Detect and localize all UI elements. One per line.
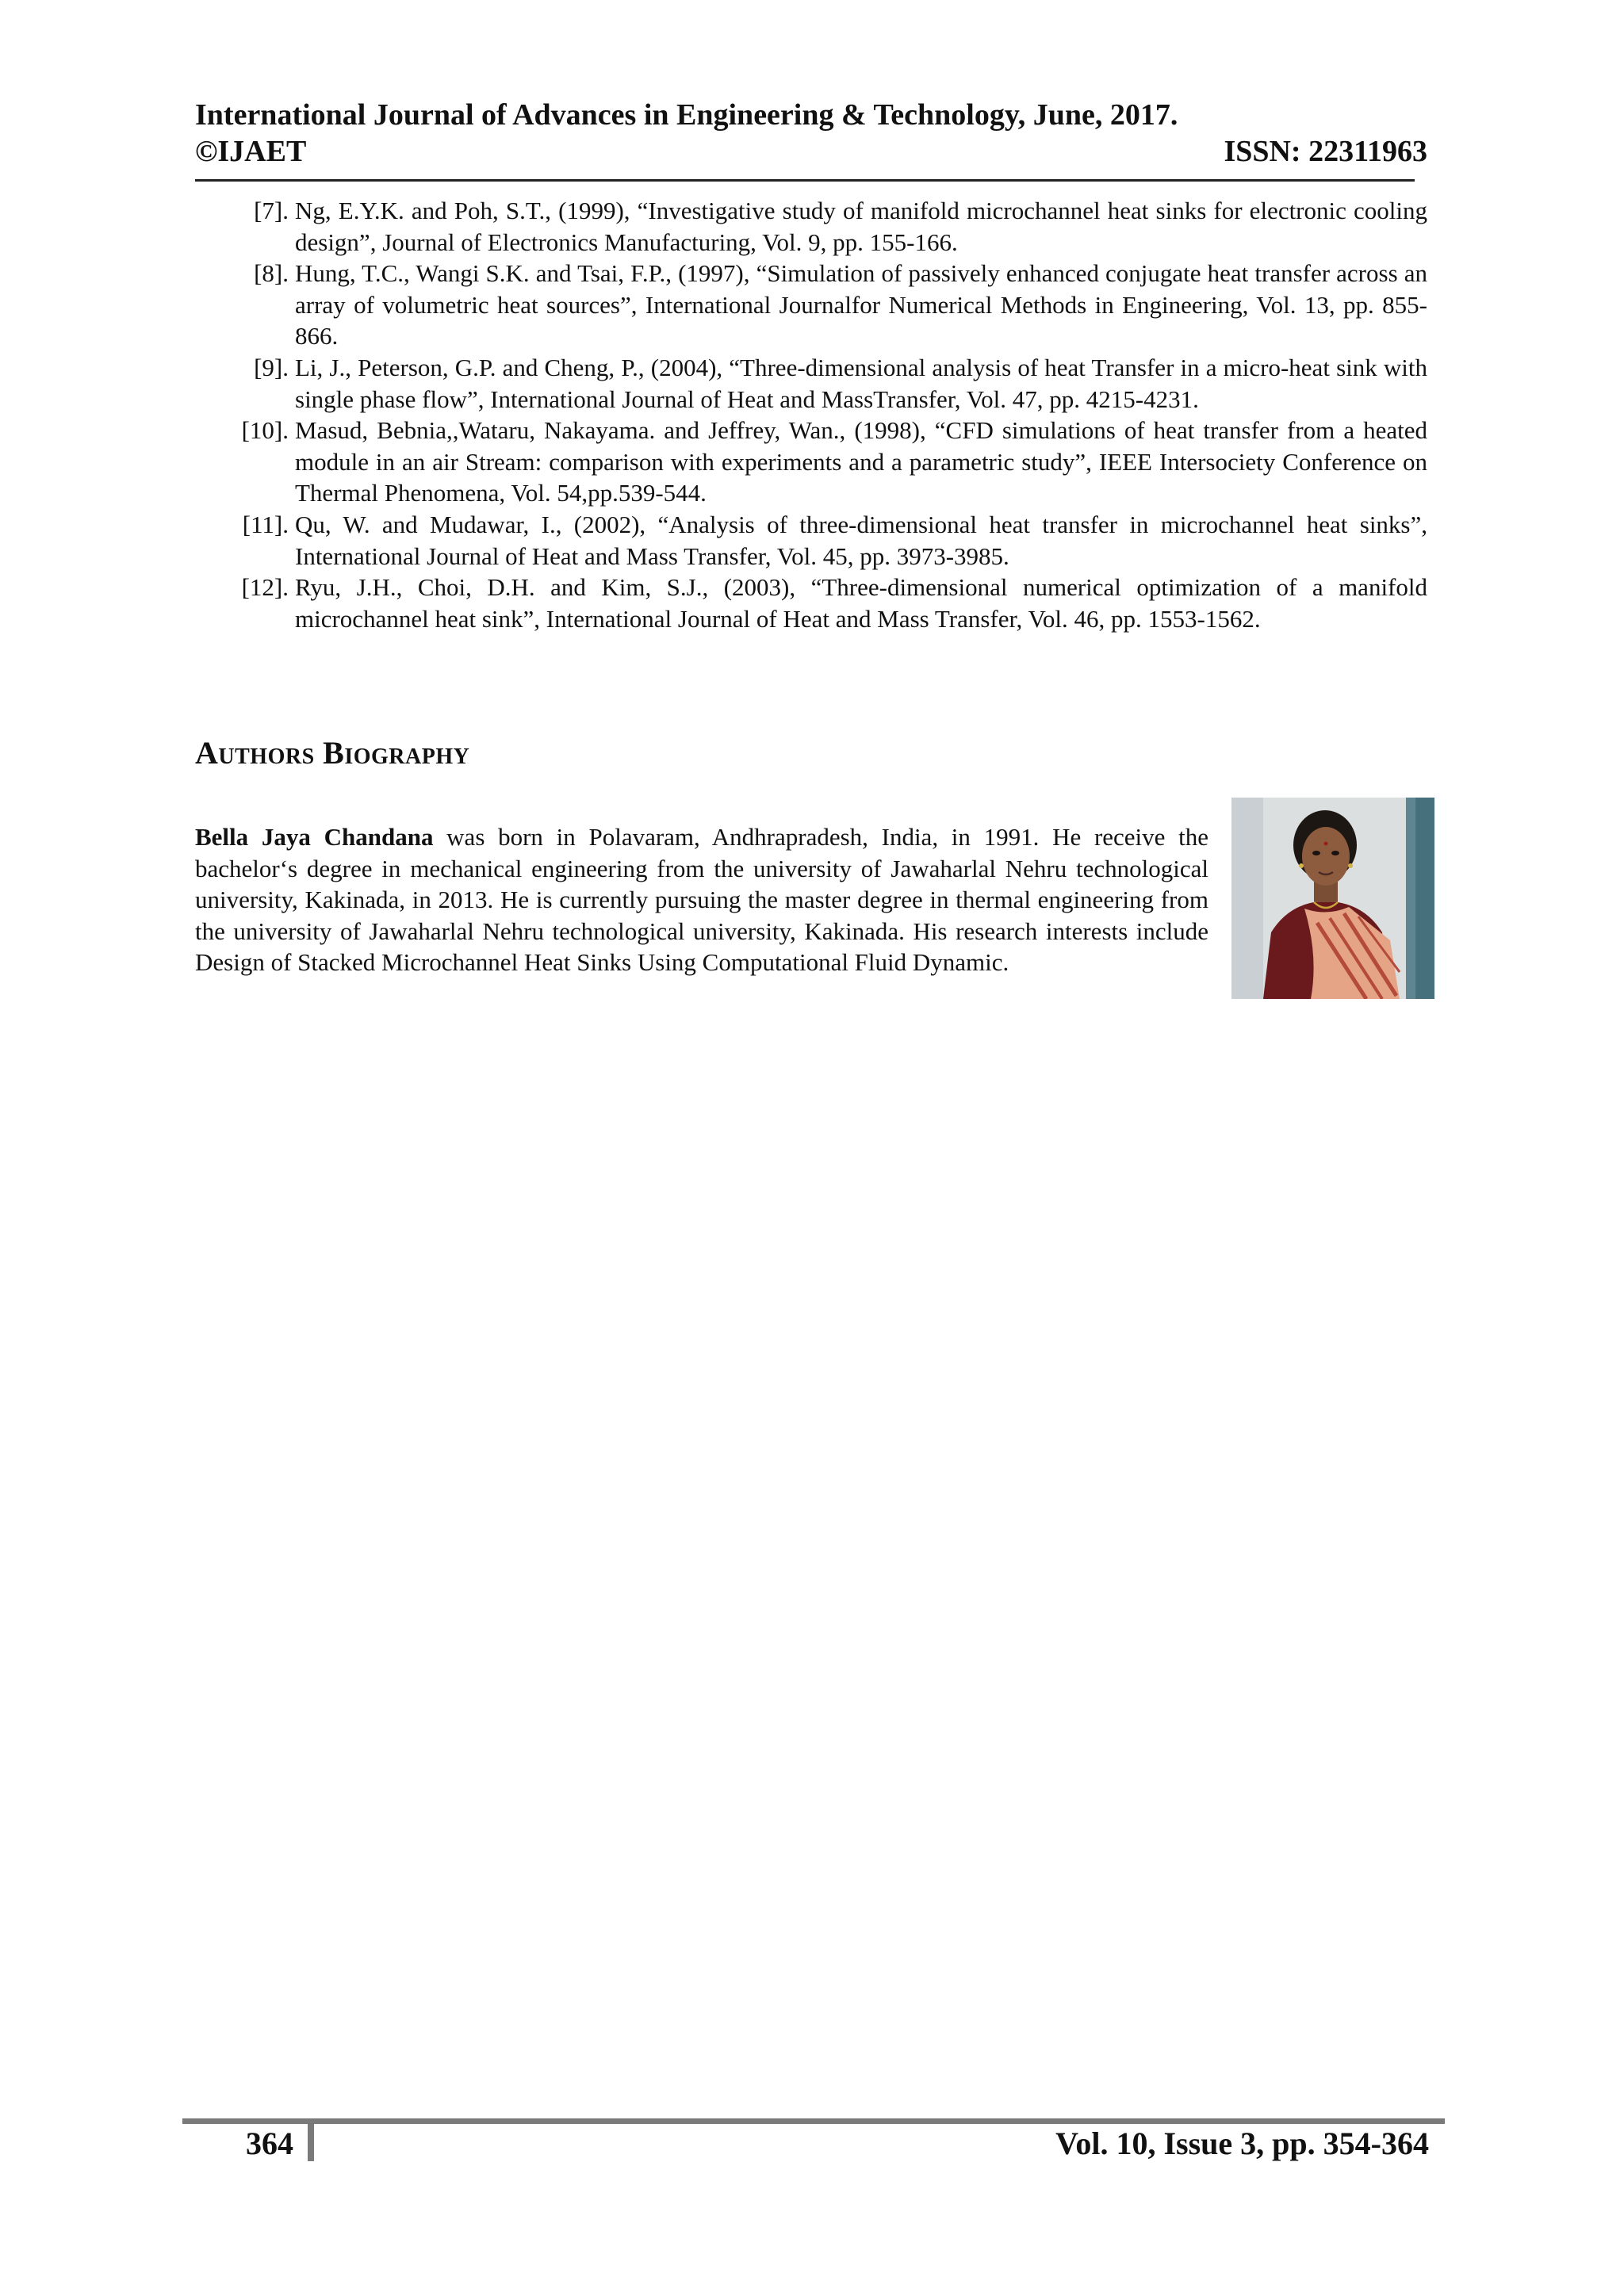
reference-item [195, 258, 1427, 352]
author-photo [1231, 798, 1434, 999]
biography-paragraph [195, 821, 1208, 978]
reference-number: [12]. [241, 573, 289, 602]
reference-item [195, 572, 1427, 634]
reference-text: Masud, Bebnia,,Wataru, Nakayama. and Jeffrey, Wan., (1998), “CFD simulations of heat transfer from a heated module in an air Stream: comparison with experiments and a parametric study”, IEEE Intersociety Conference on Thermal Phenomena, Vol. 54,pp.539-544. [295, 416, 1427, 507]
copyright-label: ©IJAET [195, 135, 307, 168]
reference-number: [11]. [242, 510, 289, 538]
biography-text: was born in Polavaram, Andhrapradesh, India, in 1991. He receive the bachelor‘s degree in mechanical engineering from the university of Jawaharlal Nehru technological university, Kakinada, in 2013. He is currently pursuing the master degree in thermal engineering from the university of Jawaharlal Nehru technological university, Kakinada. His research interests include Design of Stacked Microchannel Heat Sinks Using Computational Fluid Dynamic. [195, 823, 1208, 977]
reference-number: [10]. [241, 416, 289, 445]
reference-item [195, 195, 1427, 258]
author-name: Bella Jaya Chandana [195, 823, 434, 851]
reference-text: Ng, E.Y.K. and Poh, S.T., (1999), “Investigative study of manifold microchannel heat sinks for electronic cooling design”, Journal of Electronics Manufacturing, Vol. 9, pp. 155-166. [295, 197, 1427, 256]
footer-divider [308, 2118, 314, 2161]
reference-text: Hung, T.C., Wangi S.K. and Tsai, F.P., (1997), “Simulation of passively enhanced conjugate heat transfer across an array of volumetric heat sources”, International Journalfor Numerical Methods in Engineering, Vol. 13, pp. 855-866. [295, 259, 1427, 350]
reference-text: Qu, W. and Mudawar, I., (2002), “Analysis of three-dimensional heat transfer in microchannel heat sinks”, International Journal of Heat and Mass Transfer, Vol. 45, pp. 3973-3985. [295, 510, 1427, 570]
volume-info: Vol. 10, Issue 3, pp. 354-364 [1055, 2126, 1429, 2161]
footer-rule [182, 2118, 1445, 2124]
reference-list [195, 195, 1427, 634]
header-meta-row [195, 133, 1427, 170]
page-number: 364 [246, 2126, 293, 2161]
page-header [195, 97, 1427, 170]
reference-text: Li, J., Peterson, G.P. and Cheng, P., (2004), “Three-dimensional analysis of heat Transfer in a micro-heat sink with single phase flow”, International Journal of Heat and MassTransfer, Vol. 47, pp. 4215-4231. [295, 353, 1427, 413]
issn-label: ISSN: 22311963 [1224, 135, 1427, 168]
reference-item [195, 509, 1427, 572]
reference-item [195, 352, 1427, 415]
journal-title: International Journal of Advances in Engineering & Technology, June, 2017. [195, 98, 1178, 132]
reference-number: [7]. [254, 197, 289, 224]
biography-heading: Authors Biography [195, 735, 470, 771]
header-rule [195, 179, 1415, 182]
reference-number: [8]. [254, 259, 289, 288]
reference-number: [9]. [254, 353, 289, 381]
reference-item [195, 415, 1427, 509]
reference-text: Ryu, J.H., Choi, D.H. and Kim, S.J., (2003), “Three-dimensional numerical optimization of a manifold microchannel heat sink”, International Journal of Heat and Mass Transfer, Vol. 46, pp. 1553-1562. [295, 573, 1427, 633]
